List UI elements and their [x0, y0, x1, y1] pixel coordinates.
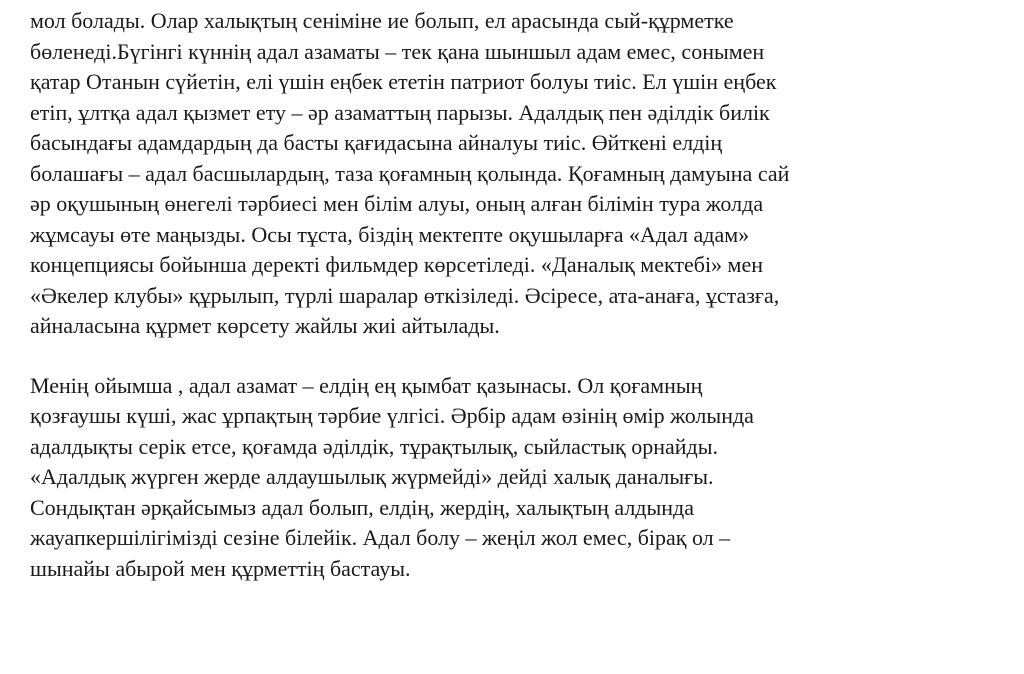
text-line: етіп, ұлтқа адал қызмет ету – әр азаматтың парызы. Адалдық пен әділдік билік [30, 99, 770, 125]
text-line: бөленеді.Бүгінгі күннің адал азаматы – тек қана шыншыл адам емес, сонымен [30, 38, 765, 64]
text-line: Сондықтан әрқайсымыз адал болып, елдің, жердің, халықтың алдында [30, 494, 695, 520]
text-line: қозғаушы күші, жас ұрпақтың тәрбие үлгісі. Әрбір адам өзінің өмір жолында [30, 403, 754, 428]
text-line: болашағы – адал басшылардың, таза қоғамның қолында. Қоғамның дамуына сай [30, 160, 790, 186]
text-line: басындағы адамдардың да басты қағидасына айналуы тиіс. Өйткені елдің [30, 130, 723, 155]
paragraph-2 [30, 371, 1010, 585]
text-line: жұмсауы өте маңызды. Осы тұста, біздің мектепте оқушыларға «Адал адам» [30, 221, 750, 247]
text-line: айналасына құрмет көрсету жайлы жиі айтылады. [30, 313, 500, 338]
text-line: шынайы абырой мен құрметтің бастауы. [30, 555, 411, 581]
text-line: Менің ойымша , адал азамат – елдің ең қымбат қазынасы. Ол қоғамның [30, 372, 703, 398]
text-line: концепциясы бойынша деректі фильмдер көрсетіледі. «Даналық мектебі» мен [30, 252, 764, 277]
text-line: қатар Отанын сүйетін, елі үшін еңбек ететін патриот болуы тиіс. Ел үшін еңбек [30, 69, 777, 94]
text-line: әр оқушының өнегелі тәрбиесі мен білім алуы, оның алған білімін тура жолда [30, 191, 764, 216]
document-page [30, 0, 1010, 584]
paragraph-1 [30, 0, 1010, 342]
text-line: «Адалдық жүрген жерде алдаушылық жүрмейді» дейді халық даналығы. [30, 464, 714, 489]
text-line: мол болады. Олар халықтың сеніміне ие болып, ел арасында сый-құрметке [30, 8, 734, 33]
text-line: адалдықты серік етсе, қоғамда әділдік, тұрақтылық, сыйластық орнайды. [30, 433, 719, 459]
text-line: «Әкелер клубы» құрылып, түрлі шаралар өткізіледі. Әсіресе, ата-анаға, ұстазға, [30, 282, 780, 308]
text-line: жауапкершілігімізді сезіне білейік. Адал болу – жеңіл жол емес, бірақ ол – [30, 525, 731, 550]
